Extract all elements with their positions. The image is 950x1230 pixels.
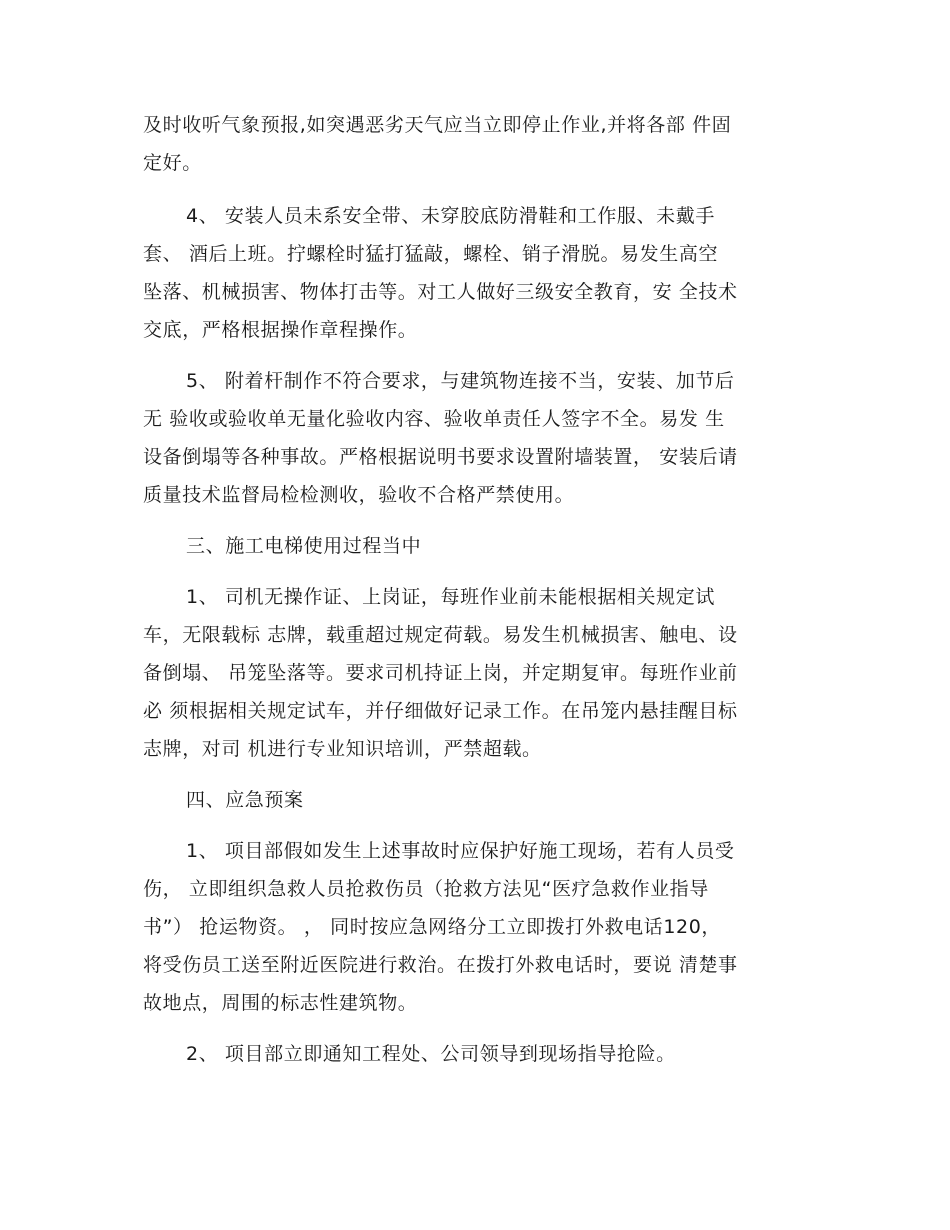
text-line: 套、 酒后上班。拧螺栓时猛打猛敲，螺栓、销子滑脱。易发生高空: [143, 243, 719, 265]
text-line: 坠落、机械损害、物体打击等。对工人做好三级安全教育，安 全技术: [143, 281, 738, 303]
text-line: 必 须根据相关规定试车，并仔细做好记录工作。在吊笼内悬挂醒目标: [143, 700, 738, 722]
text-line: 书”） 抢运物资。 ， 同时按应急网络分工立即拨打外救电话120，: [143, 916, 722, 938]
text-line: 及时收听气象预报,如突遇恶劣天气应当立即停止作业,并将各部 件固: [143, 114, 732, 136]
text-line: 将受伤员工送至附近医院进行救治。在拨打外救电话时，要说 清楚事: [143, 954, 738, 976]
paragraph-start-line: 1、 司机无操作证、上岗证，每班作业前未能根据相关规定试: [186, 586, 715, 608]
text-line: 志牌，对司 机进行专业知识培训，严禁超载。: [143, 738, 542, 760]
text-line: 交底，严格根据操作章程操作。: [143, 319, 418, 341]
text-line: 质量技术监督局检检测收，验收不合格严禁使用。: [143, 484, 575, 506]
text-line: 车，无限载标 志牌，载重超过规定荷载。易发生机械损害、触电、设: [143, 624, 738, 646]
text-line: 故地点，周围的标志性建筑物。: [143, 992, 418, 1014]
text-line: 无 验收或验收单无量化验收内容、验收单责任人签字不全。易发 生: [143, 408, 725, 430]
section-heading: 四、应急预案: [186, 789, 304, 811]
paragraph-start-line: 1、 项目部假如发生上述事故时应保护好施工现场，若有人员受: [186, 840, 735, 862]
text-line: 定好。: [143, 152, 202, 174]
paragraph-start-line: 4、 安装人员未系安全带、未穿胶底防滑鞋和工作服、未戴手: [186, 205, 715, 227]
paragraph-start-line: 5、 附着杆制作不符合要求，与建筑物连接不当，安装、加节后: [186, 370, 735, 392]
section-heading: 三、施工电梯使用过程当中: [186, 535, 422, 557]
text-line: 设备倒塌等各种事故。严格根据说明书要求设置附墙装置， 安装后请: [143, 446, 738, 468]
text-line: 伤， 立即组织急救人员抢救伤员（抢救方法见“医疗急救作业指导: [143, 878, 709, 900]
paragraph-start-line: 2、 项目部立即通知工程处、公司领导到现场指导抢险。: [186, 1043, 676, 1065]
text-line: 备倒塌、 吊笼坠落等。要求司机持证上岗，并定期复审。每班作业前: [143, 662, 738, 684]
